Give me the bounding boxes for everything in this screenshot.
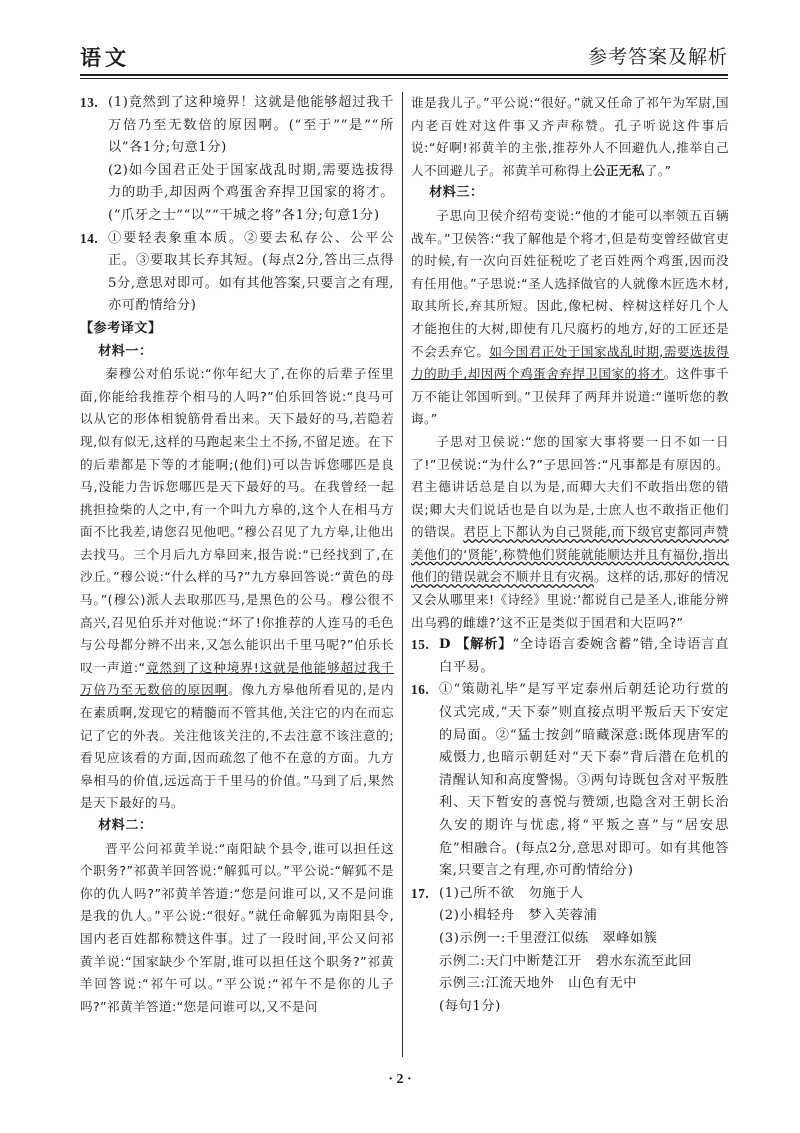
material-1-part2: 。像九方皋他所看见的,是内在素质啊,发现它的精髓而不管其他,关注它的内在而忘记了它的外表。关注他该关注的,不去注意不该注意的;看见应该看的方面,因而疏忽了他不在意的方面。九方皋相马的价值,远远高于千里马的价值。”马到了后,果然是天下最好的马。 [80, 682, 395, 811]
answer-15 [439, 634, 729, 679]
question-16 [411, 679, 729, 882]
material-3-title: 材料三： [429, 185, 484, 201]
material-3-text-1 [411, 205, 729, 431]
question-number: 15. [411, 637, 430, 653]
subject-label: 语文 [80, 45, 130, 70]
header-rule-thin [80, 78, 728, 79]
answer-letter: D [439, 637, 452, 653]
material-1-text [80, 363, 394, 815]
material-3-part3: 子思对卫侯说:“您的国家大事将要一日不如一日了!”卫侯说:“为什么?”子思回答:“凡事都是有原因的。君主德讲话总是自以为是,而卿大夫们不敢指出您的错误;卿大夫们说话也是自以为是,士庶人也不敢指正他们的错误。 [411, 433, 729, 540]
material-2-cont-b: 了。” [644, 162, 672, 178]
material-3-part1: 子思向卫侯介绍苟变说:“他的才能可以率领五百辆战车。”卫侯答:“我了解他是个将才,但是苟变曾经做官吏的时候,有一次向百姓征税吃了老百姓两个鸡蛋,因而没有任用他。”子思说:“圣人选择做官的人就像木匠选木材,取其所长,弃其所短。因此,像杞树、梓树这样好几个人才能抱住的大树,即使有几尺腐朽的地方,好的工匠还是不会丢弃它。 [411, 207, 729, 359]
answer-17-line: (3)示例一:千里澄江似练 翠峰如簇 [439, 930, 658, 946]
material-1-part1: 秦穆公对伯乐说:“你年纪大了,在你的后辈子侄里面,你能给我推荐个相马的人吗?”伯乐回答说:“良马可以从它的形体相貌筋骨看出来。天下最好的马,若隐若现,似有似无,这样的马跑起来尘土不扬,不留足迹。在下的后辈都是下等的才能啊;(他们)可以告诉您哪匹是良马,没能力告诉您哪匹是天下最好的马。在我曾经一起挑担捡柴的人之中,有一个叫九方皋的,这个人在相马方面不比我差,请您召见他吧。”穆公召见了九方皋,让他出去找马。三个月后九方皋回来,报告说:“已经找到了,在沙丘。”穆公说:“什么样的马?”九方皋回答说:“黄色的母马。”(穆公)派人去取那匹马,是黑色的公马。穆公很不高兴,召见伯乐并对他说:“坏了!你推荐的人连马的毛色与公母都分辨不出来,又怎么能识出千里马呢?”伯乐长叹一声道:“ [80, 366, 394, 675]
answer-17-line: 示例三:江流天地外 山色有无中 [439, 976, 638, 992]
material-2-title: 材料二： [98, 818, 153, 833]
material-1-title: 材料一： [98, 343, 153, 359]
answer-17-line: (1)己所不欲 勿施于人 [439, 885, 584, 901]
reference-translation-title: 【参考译文】 [80, 320, 162, 336]
material-2-continued [411, 92, 729, 182]
question-number: 17. [411, 885, 430, 901]
answer-16: ①“策勋礼毕”是写平定泰州后朝廷论功行赏的仪式完成,“天下泰”则直接点明平叛后天下安定的局面。②“猛士按剑”暗藏深意:既体现唐军的威慑力,也暗示朝廷对“天下泰”背后潜在危机的清醒认知和高度警惕。③两句诗既包含对平叛胜利、天下暂安的喜悦与赞颂,也隐含对王朝长治久安的期许与忧虑,将“平叛之喜”与“居安思危”相融合。(每点2分,意思对即可。如有其他答案,只要言之有理,亦可酌情给分) [439, 682, 729, 879]
page-number: · 2 · [388, 1072, 412, 1087]
answer-17-line: 示例二:天门中断楚江开 碧水东流至此回 [439, 953, 693, 969]
material-3-part4: 。这样的话,那好的情况又会从哪里来!《诗经》里说:‘都说自己是圣人,谁能分辨出乌鸦的雌雄?’这不正是类似于国君和大臣吗?” [411, 569, 730, 630]
material-3-text-2 [411, 431, 729, 634]
question-15 [411, 634, 729, 679]
question-number: 13. [80, 95, 99, 110]
material-3-underlined-1: 如今国君正处于国家战乱时期,需要选拔得力的助手,却因两个鸡蛋舍弃捍卫国家的将才 [411, 343, 729, 382]
answer-14: ①要轻表象重本质。②要去私存公、公平公正。③要取其长弃其短。(每点2分,答出三点得5分,意思对即可。如有其他答案,只要言之有理,亦可酌情给分) [108, 230, 394, 314]
material-1-underlined: 竟然到了这种境界!这就是他能够超过我千万倍乃至无数倍的原因啊 [80, 659, 394, 698]
material-2-text: 晋平公问祁黄羊说:“南阳缺个县令,谁可以担任这个职务?”祁黄羊回答说:“解狐可以。”平公说:“解狐不是你的仇人吗?”祁黄羊答道:“您是问谁可以,又不是问谁是我的仇人。”平公说:“很好。”就任命解狐为南阳县令,国内老百姓都称赞这件事。过了一段时间,平公又问祁黄羊说:“国家缺少个军尉,谁可以担任这个职务?”祁黄羊回答说:“祁午可以。”平公说:“祁午不是你的儿子吗?”祁黄羊答道:“您是问谁可以,又不是问 [80, 840, 394, 1014]
material-3-part2: 。这件事千万不能让邻国听到。”卫侯拜了两拜并说道:“谨听您的教诲。” [411, 366, 729, 427]
page-header [80, 38, 728, 76]
answer-17-line: (2)小楫轻舟 梦入芙蓉浦 [439, 908, 598, 924]
question-13 [80, 92, 394, 228]
header-title: 参考答案及解析 [587, 46, 728, 68]
header-rule [80, 74, 728, 76]
material-3-wavy-underlined: 君臣上下都认为自己贤能,而下级官吏都同声赞美他们的‘贤能’,称赞他们贤能就能顺达并且有福份,指出他们的错误就会不顺并且有灾祸 [411, 524, 729, 585]
material-2-bold: 公正无私 [592, 162, 645, 178]
analysis-tag: 【解析】 [456, 637, 513, 653]
material-2-cont-a: 谁是我儿子。”平公说:“很好。”就又任命了祁午为军尉,国内老百姓对这件事又齐声称赞。孔子听说这件事后说:“好啊!祁黄羊的主张,推荐外人不回避仇人,推举自己人不回避儿子。祁黄羊可称得上 [411, 95, 729, 178]
question-number: 14. [80, 230, 99, 246]
analysis-text: “全诗语言委婉含蓄”错,全诗语言直白平易。 [439, 637, 730, 675]
question-number: 16. [411, 682, 430, 698]
answer-13-1: (1)竟然到了这种境界！这就是他能够超过我千万倍乃至无数倍的原因啊。(“至于”“是”“所以”各1分;句意1分) [108, 95, 394, 156]
answer-17-line: (每句1分) [439, 998, 501, 1014]
left-column [80, 92, 394, 1018]
column-divider [402, 92, 403, 1057]
question-17 [411, 883, 729, 1019]
answer-13-2: (2)如今国君正处于国家战乱时期,需要选拔得力的助手,却因两个鸡蛋舍弃捍卫国家的将才。(“爪牙之士”“以”“干城之将”各1分;句意1分) [108, 162, 394, 223]
right-column [411, 92, 729, 1018]
question-14 [80, 228, 394, 318]
